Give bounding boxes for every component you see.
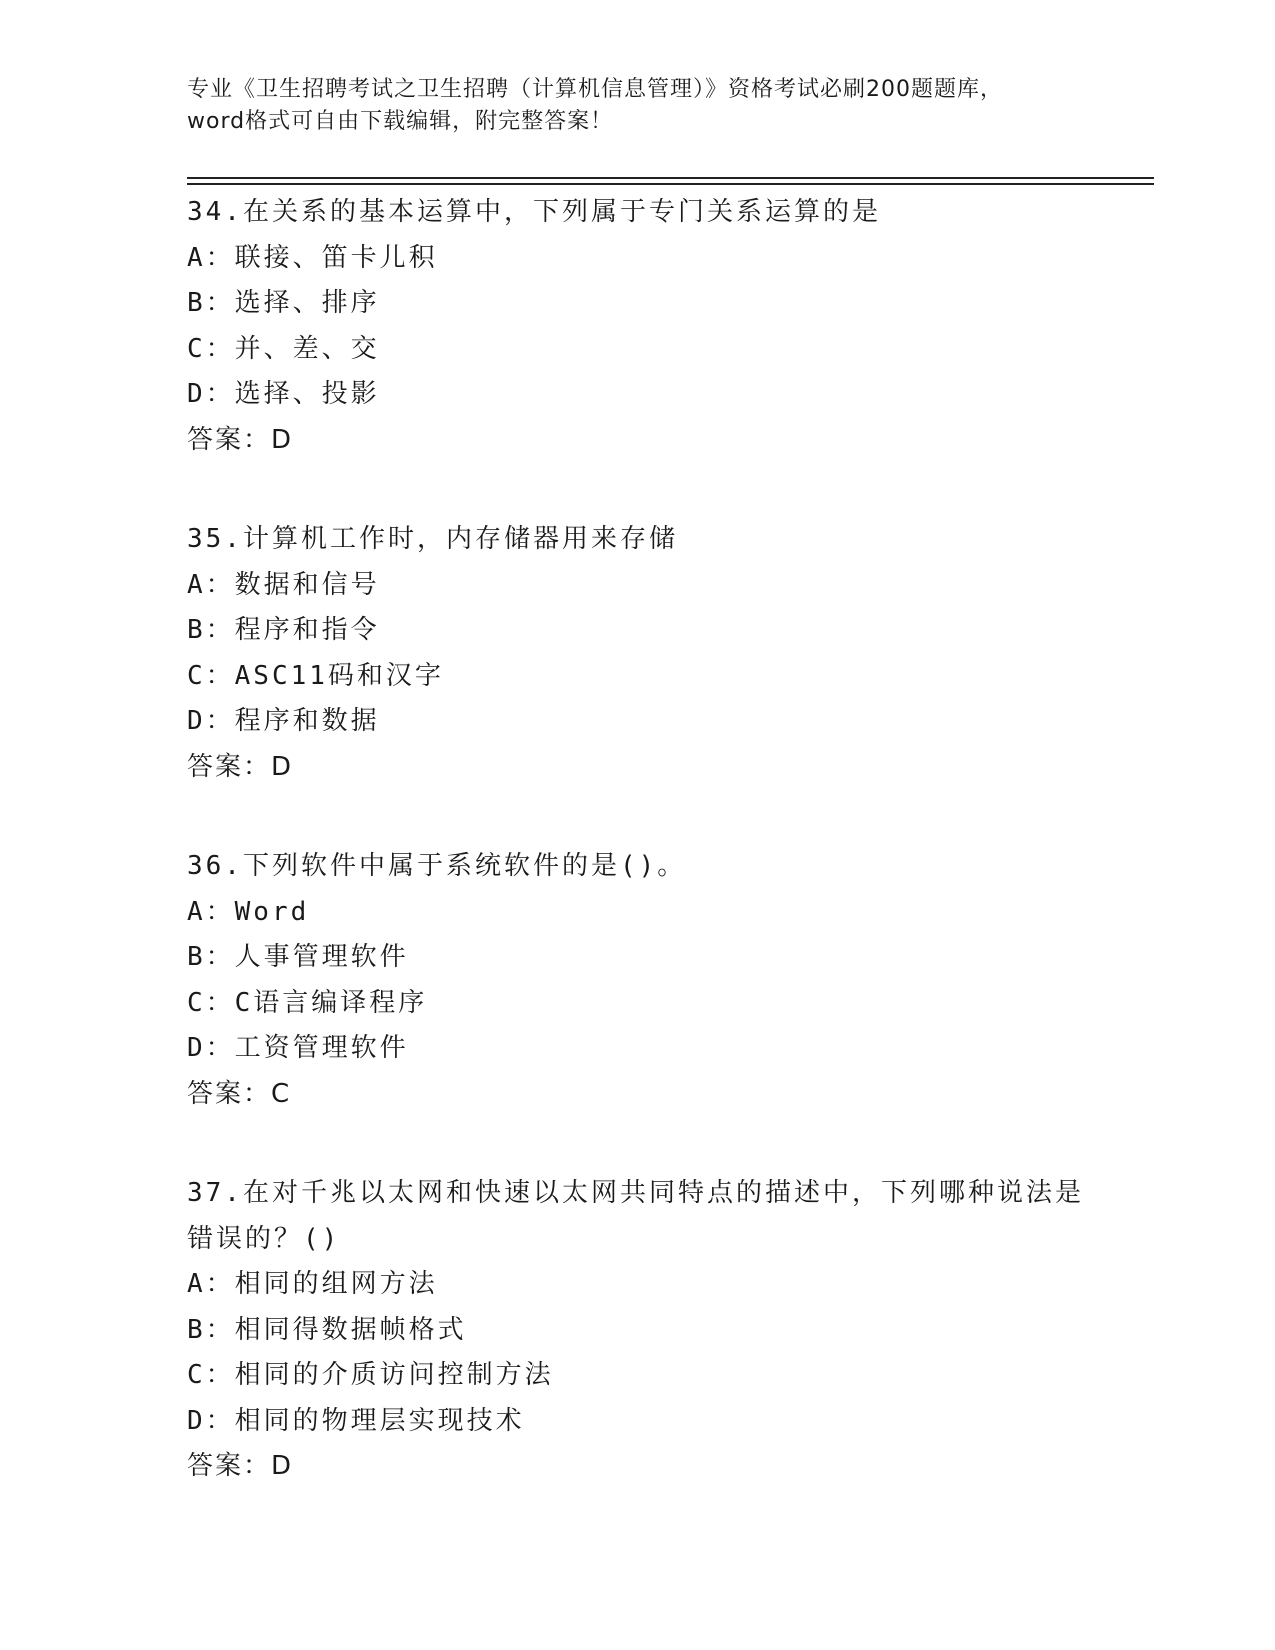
option-d: D：工资管理软件 bbox=[187, 1033, 409, 1063]
question-stem: 36.下列软件中属于系统软件的是()。 bbox=[187, 851, 687, 881]
answer: 答案：D bbox=[187, 424, 294, 455]
option-a: A：Word bbox=[187, 896, 310, 927]
option-c: C：相同的介质访问控制方法 bbox=[187, 1360, 554, 1390]
answer: 答案：D bbox=[187, 1451, 294, 1481]
option-d: D：选择、投影 bbox=[187, 379, 380, 409]
question-35 bbox=[187, 517, 1087, 790]
option-b: B：程序和指令 bbox=[187, 615, 380, 645]
option-b: B：选择、排序 bbox=[187, 288, 380, 318]
answer: 答案：C bbox=[187, 1078, 292, 1109]
document-header bbox=[187, 74, 1087, 138]
question-stem-line-2: 错误的？() bbox=[187, 1223, 341, 1254]
question-37 bbox=[187, 1171, 1087, 1490]
header-divider-bottom bbox=[187, 183, 1154, 185]
question-stem: 35.计算机工作时，内存储器用来存储 bbox=[187, 524, 678, 554]
option-a: A：联接、笛卡儿积 bbox=[187, 242, 438, 273]
option-c: C：并、差、交 bbox=[187, 333, 380, 364]
header-divider-top bbox=[187, 177, 1154, 179]
answer: 答案：D bbox=[187, 751, 294, 782]
option-b: B：人事管理软件 bbox=[187, 942, 409, 972]
header-title-line-2: word格式可自由下载编辑，附完整答案！ bbox=[187, 109, 614, 134]
option-a: A：数据和信号 bbox=[187, 569, 380, 600]
question-stem: 34.在关系的基本运算中，下列属于专门关系运算的是 bbox=[187, 197, 881, 227]
question-list bbox=[187, 190, 1087, 1544]
option-d: D：相同的物理层实现技术 bbox=[187, 1405, 525, 1436]
option-c: C：C语言编译程序 bbox=[187, 987, 428, 1018]
question-36 bbox=[187, 844, 1087, 1117]
header-title-line-1: 专业《卫生招聘考试之卫生招聘（计算机信息管理）》资格考试必刷200题题库， bbox=[187, 77, 1003, 102]
option-c: C：ASC11码和汉字 bbox=[187, 660, 444, 691]
question-34 bbox=[187, 190, 1087, 463]
option-a: A：相同的组网方法 bbox=[187, 1269, 438, 1299]
question-stem-line-1: 37.在对千兆以太网和快速以太网共同特点的描述中，下列哪种说法是 bbox=[187, 1178, 1084, 1208]
option-d: D：程序和数据 bbox=[187, 706, 380, 736]
option-b: B：相同得数据帧格式 bbox=[187, 1314, 467, 1345]
